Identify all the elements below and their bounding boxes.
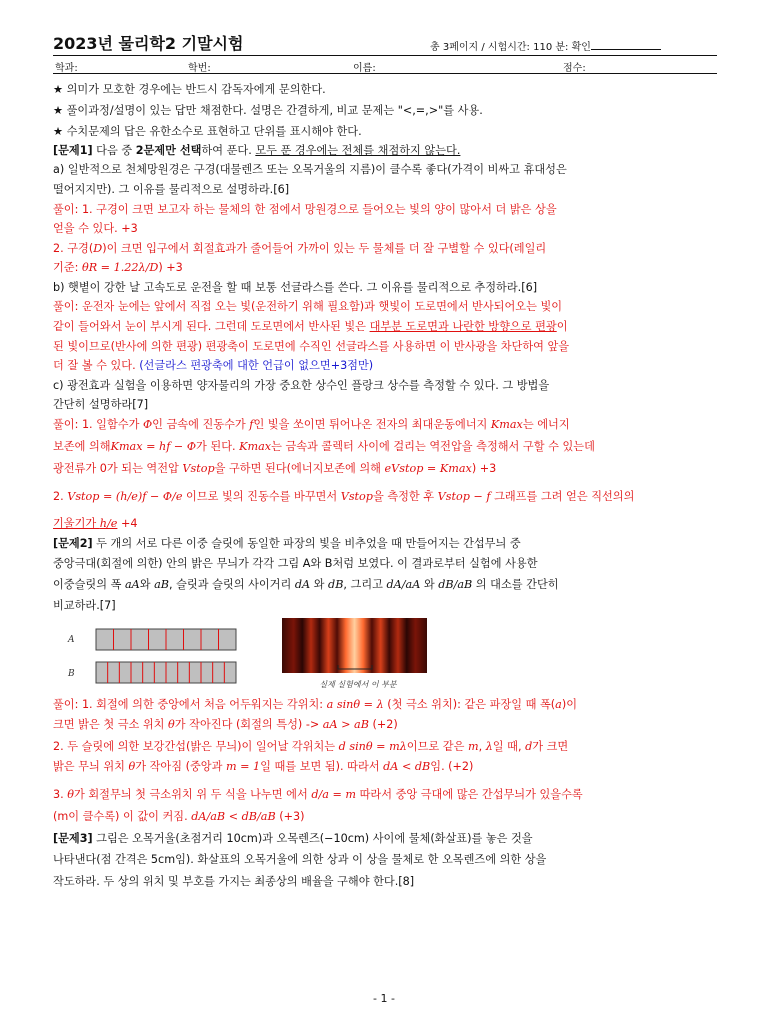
text: 의 대소를 간단히 [472, 578, 559, 591]
text: ) +3 [471, 462, 497, 475]
math: θ [128, 760, 136, 773]
text: ) +3 [158, 261, 183, 274]
text: 더 잘 볼 수 있다. [53, 359, 140, 372]
text: 광전류가 0가 되는 역전압 [53, 462, 183, 475]
text: )이 크면 입구에서 회절효과가 줄어들어 가까이 있는 두 물체를 더 잘 구별할 수 있다(레일리 [102, 242, 547, 255]
math: d sinθ = mλ [338, 740, 407, 753]
q1-intro: 하여 푼다. [201, 144, 256, 157]
q1a-question: a) 일반적으로 천체망원경은 구경(대물렌즈 또는 오목거울의 지름)이 클수록 좋다(가격이 비싸고 휴대성은 [53, 163, 567, 176]
math: m [467, 740, 479, 753]
text: 3. [53, 788, 68, 801]
math: dA/aB < dB/aB [191, 810, 276, 823]
math: dA [294, 578, 311, 591]
q1a-solution [53, 261, 717, 275]
page-number: - 1 - [373, 992, 395, 1005]
q2-solution [53, 787, 717, 803]
q1b-solution [53, 320, 717, 334]
text: 2. 두 슬릿에 의한 보강간섭(밝은 무늬)이 일어날 각위치는 [53, 740, 339, 753]
student-info-row [53, 56, 717, 72]
math: Vstop = (h/e)f − Φ/e [67, 490, 183, 503]
text: 따라서 중앙 극대에 많은 간섭무늬가 있을수록 [356, 788, 583, 801]
math: dB/aB [438, 578, 473, 591]
instruction-line: ★ 의미가 모호한 경우에는 반드시 감독자에게 문의한다. [53, 83, 326, 96]
text: 가 작아진다 (회절의 특성) -> [174, 718, 323, 731]
underlined-text: 기울기가 [53, 517, 100, 530]
q2-question: 비교하라.[7] [53, 599, 116, 612]
q1-intro: 다음 중 [92, 144, 136, 157]
q3-question [53, 832, 717, 846]
text: 가 된다. [196, 440, 240, 453]
math: aB [154, 578, 169, 591]
math: a sinθ = λ [326, 698, 384, 711]
text: , [478, 740, 486, 753]
text: 을 구하면 된다(에너지보존에 의해 [214, 462, 385, 475]
underlined-text: 대부분 도로면과 나란한 방향으로 편광 [369, 320, 557, 333]
q2-solution [53, 718, 717, 732]
text: 와 [420, 578, 439, 591]
math: aA [124, 578, 140, 591]
text: , 슬릿과 슬릿의 사이거리 [169, 578, 295, 591]
q3-question: 작도하라. 두 상의 위치 및 부호를 가지는 최종상의 배율을 구해야 한다.[8] [53, 875, 415, 888]
text: 는 에너지 [522, 418, 570, 431]
q1c-solution [53, 462, 717, 476]
q2-solution [53, 740, 717, 754]
fringe-label-a: A [68, 635, 75, 645]
score-label: 점수: [563, 63, 586, 74]
math: θ [67, 788, 74, 801]
major-label: 학과: [55, 63, 78, 74]
math: eVstop = Kmax [384, 462, 472, 475]
q1b-solution: 된 빛이므로(반사에 의한 편광) 편광축이 도로면에 수직인 선글라스를 사용하면 이 반사광을 차단하여 앞을 [53, 340, 570, 353]
q1-intro-bold: 2문제만 선택 [135, 144, 202, 157]
fringe-label-b: B [68, 669, 75, 679]
text: 두 개의 서로 다른 이중 슬릿에 동일한 파장의 빛을 비추었을 때 만들어지는 간섭무늬 중 [92, 537, 521, 550]
text: 이므로 빛의 진동수를 바꾸면서 [182, 490, 341, 503]
math: Kmax = hf − Φ [110, 440, 197, 453]
math: dB [328, 578, 344, 591]
math: a [555, 698, 562, 711]
math: d [525, 740, 533, 753]
math: h/e [99, 517, 118, 530]
name-label: 이름: [353, 63, 376, 74]
q1a-question: 떨어지지만). 그 이유를 물리적으로 설명하라.[6] [53, 183, 290, 196]
q1b-question: b) 햇볕이 강한 날 고속도로 운전을 할 때 보통 선글라스를 쓴다. 그 이유를 물리적으로 추정하라.[6] [53, 281, 538, 294]
q1c-solution [53, 440, 717, 454]
math: Vstop [182, 462, 215, 475]
q2-question [53, 537, 717, 551]
q1-intro-underlined: 모두 푼 경우에는 전체를 채점하지 않는다. [255, 144, 461, 157]
text: 같이 들어와서 눈이 부시게 된다. 그런데 도로면에서 반사된 빛은 [53, 320, 370, 333]
q1a-solution: 풀이: 1. 구경이 크면 보고자 하는 물체의 한 점에서 망원경으로 들어오는 빛의 양이 많아서 더 밝은 상을 [53, 203, 557, 216]
text: 2. 구경( [53, 242, 94, 255]
header-rule-bottom [53, 73, 717, 74]
text: 그래프를 그려 얻은 직선의의 [490, 490, 635, 503]
text: (첫 극소 위치): 같은 파장일 때 폭( [383, 698, 556, 711]
math: Kmax [239, 440, 272, 453]
text: 가 작아짐 (중앙과 [135, 760, 226, 773]
exam-meta-text: 총 3페이지 / 시험시간: 110 분: 확인 [430, 42, 591, 53]
q2-question: 중앙극대(회절에 의한) 안의 밝은 무늬가 각각 그림 A와 B처럼 보였다. 이 결과로부터 실험에 사용한 [53, 557, 538, 570]
exam-title: 2023년 물리학2 기말시험 [53, 34, 244, 53]
text: , 그리고 [343, 578, 387, 591]
text: 크면 밝은 첫 극소 위치 [53, 718, 169, 731]
q1b-solution [53, 359, 717, 373]
q3-question: 나타낸다(점 간격은 5cm임). 화살표의 오목거울에 의한 상과 이 상을 물체로 한 오목렌즈에 의한 상을 [53, 853, 547, 866]
q2-solution [53, 810, 717, 824]
text: 는 금속과 콜렉터 사이에 걸리는 역전압을 측정해서 구할 수 있는데 [271, 440, 595, 453]
text: 을 측정한 후 [372, 490, 438, 503]
text: 그림은 오목거울(초점거리 10cm)과 오목렌즈(−10cm) 사이에 물체(화살표)를 놓은 것을 [92, 832, 533, 845]
text: 풀이: 1. 일함수가 [53, 418, 143, 431]
q1b-solution: 풀이: 운전자 눈에는 앞에서 직접 오는 빛(운전하기 위해 필요함)과 햇빛이 도로면에서 반사되어오는 빛이 [53, 300, 563, 313]
text: 인 금속에 진동수가 [152, 418, 250, 431]
q1a-solution: 얻을 수 있다. +3 [53, 222, 138, 235]
text: 기준: [53, 261, 82, 274]
math: λ [485, 740, 493, 753]
math: dA/aA [386, 578, 421, 591]
text: 2. [53, 490, 68, 503]
text: +4 [117, 517, 138, 530]
text: 일 때, [492, 740, 526, 753]
confirm-blank [591, 40, 661, 50]
math: Kmax [490, 418, 523, 431]
text: 이 [556, 320, 568, 333]
math: Vstop [340, 490, 373, 503]
text: 가 회절무늬 첫 극소위치 위 두 식을 나누면 에서 [73, 788, 312, 801]
text: 와 [310, 578, 329, 591]
math: D [93, 242, 103, 255]
text: 인 빛을 쏘이면 튀어나온 전자의 최대운동에너지 [253, 418, 491, 431]
text: (m이 클수록) 이 값이 커짐. [53, 810, 192, 823]
q1c-solution [53, 517, 717, 531]
math: Vstop − f [437, 490, 491, 503]
text: (+3) [275, 810, 305, 823]
text: 이중슬릿의 폭 [53, 578, 125, 591]
q2-question [53, 578, 717, 592]
q2-solution [53, 760, 717, 774]
grading-note: (선글라스 편광축에 대한 언급이 없으면+3점만) [139, 359, 374, 372]
q1-heading-line [53, 144, 717, 158]
text: 가 크면 [532, 740, 569, 753]
instruction-line: ★ 풀이과정/설명이 있는 답만 채점한다. 설명은 간결하게, 비교 문제는 "<,=,>"를 사용. [53, 104, 483, 117]
text: 풀이: 1. 회절에 의한 중앙에서 처음 어두워지는 각위치: [53, 698, 327, 711]
math: aA > aB [322, 718, 369, 731]
exam-meta [430, 38, 661, 53]
text: (+2) [368, 718, 398, 731]
photo-caption: 실제 실험에서 이 부분 [319, 680, 397, 689]
q2-solution [53, 698, 717, 712]
q1c-solution [53, 489, 717, 505]
text: 이므로 같은 [406, 740, 468, 753]
experiment-photo [282, 618, 427, 693]
math: dA < dB [383, 760, 431, 773]
q1c-question: c) 광전효과 실험을 이용하면 양자물리의 가장 중요한 상수인 플랑크 상수를 측정할 수 있다. 그 방법을 [53, 379, 550, 392]
text: )이 [561, 698, 577, 711]
math: Φ [142, 418, 153, 431]
instruction-line: ★ 수치문제의 답은 유한소수로 표현하고 단위를 표시해야 한다. [53, 125, 362, 138]
text: 밝은 무늬 위치 [53, 760, 129, 773]
student-id-label: 학번: [188, 63, 211, 74]
text: 일 때를 보면 됨). 따라서 [260, 760, 384, 773]
q3-heading: [문제3] [53, 832, 93, 845]
fringe-diagram [62, 622, 252, 688]
text: 보존에 의해 [53, 440, 111, 453]
math: θR = 1.22λ/D [81, 261, 159, 274]
math: f [249, 418, 254, 431]
q1c-question: 간단히 설명하라[7] [53, 398, 149, 411]
q2-heading: [문제2] [53, 537, 93, 550]
q1c-solution [53, 418, 717, 432]
text: 임. (+2) [430, 760, 474, 773]
math: m = 1 [225, 760, 261, 773]
q1a-solution [53, 242, 717, 256]
math: θ [168, 718, 175, 731]
fringe-photo [282, 618, 427, 673]
math: d/a = m [311, 788, 357, 801]
text: 와 [139, 578, 155, 591]
q1-heading: [문제1] [53, 144, 93, 157]
